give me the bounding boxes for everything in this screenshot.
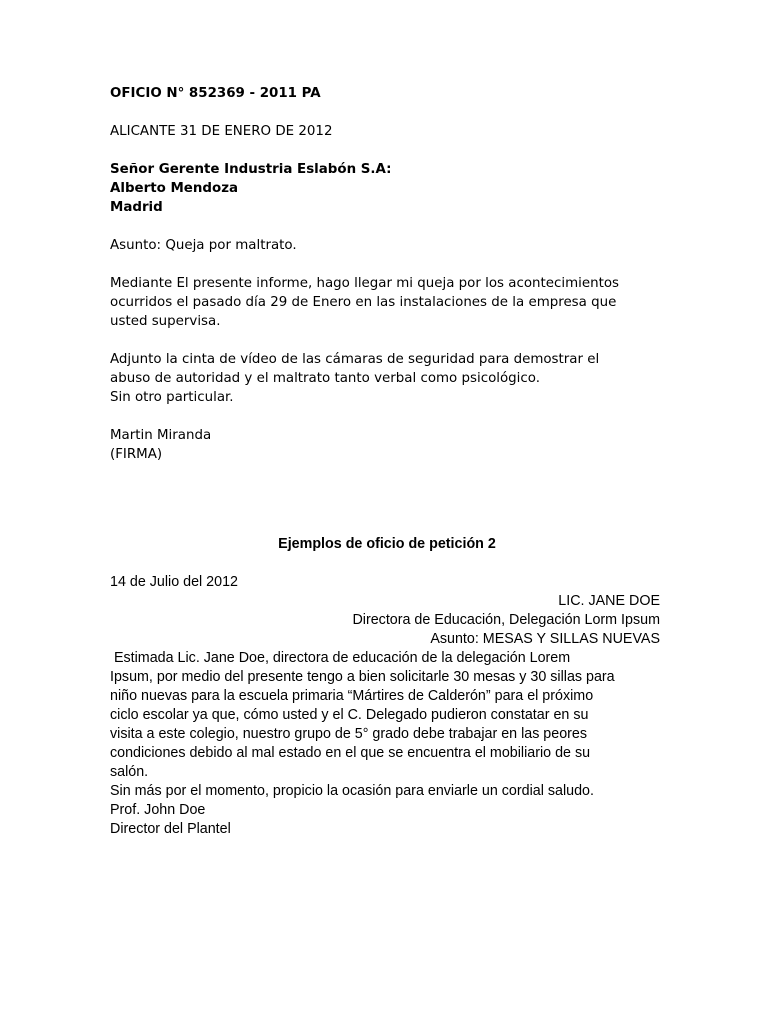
body-line: visita a este colegio, nuestro grupo de 5° grado debe trabajar en las peores xyxy=(110,726,588,742)
body-line: salón. xyxy=(110,764,149,780)
body-line: ciclo escolar ya que, cómo usted y el C. Delegado pudieron constatar en su xyxy=(110,707,589,723)
body-line: abuso de autoridad y el maltrato tanto verbal como psicológico. xyxy=(110,371,540,386)
petition-letter xyxy=(110,535,660,839)
signature-name: Prof. John Doe xyxy=(110,802,206,818)
body-line: ocurridos el pasado día 29 de Enero en las instalaciones de la empresa que xyxy=(110,295,617,310)
recipient-title: Directora de Educación, Delegación Lorm Ipsum xyxy=(352,612,660,628)
complaint-letter xyxy=(110,84,670,464)
body-line: Mediante El presente informe, hago llegar mi queja por los acontecimientos xyxy=(110,276,620,291)
recipient-line: Señor Gerente Industria Eslabón S.A: xyxy=(110,162,392,177)
body-line: condiciones debido al mal estado en el que se encuentra el mobiliario de su xyxy=(110,745,591,761)
signature-name: Martin Miranda xyxy=(110,428,212,443)
signature-mark: (FIRMA) xyxy=(110,447,163,462)
section-heading: Ejemplos de oficio de petición 2 xyxy=(278,536,496,552)
recipient-line: Alberto Mendoza xyxy=(110,181,239,196)
body-line: usted supervisa. xyxy=(110,314,221,329)
place-date: ALICANTE 31 DE ENERO DE 2012 xyxy=(110,124,333,139)
body-line: niño nuevas para la escuela primaria “Mártires de Calderón” para el próximo xyxy=(110,688,594,704)
body-line: Adjunto la cinta de vídeo de las cámaras de seguridad para demostrar el xyxy=(110,352,600,367)
closing-line: Sin más por el momento, propicio la ocasión para enviarle un cordial saludo. xyxy=(110,783,594,799)
letter-reference: OFICIO N° 852369 - 2011 PA xyxy=(110,86,321,101)
recipient-name: LIC. JANE DOE xyxy=(558,593,660,609)
subject-line: Asunto: Queja por maltrato. xyxy=(110,238,297,253)
body-line: Sin otro particular. xyxy=(110,390,234,405)
signature-title: Director del Plantel xyxy=(110,821,231,837)
recipient-line: Madrid xyxy=(110,200,163,215)
body-line: Estimada Lic. Jane Doe, directora de educación de la delegación Lorem xyxy=(110,650,571,666)
letter-date: 14 de Julio del 2012 xyxy=(110,574,238,590)
body-line: Ipsum, por medio del presente tengo a bien solicitarle 30 mesas y 30 sillas para xyxy=(110,669,615,685)
subject-line: Asunto: MESAS Y SILLAS NUEVAS xyxy=(430,631,660,647)
